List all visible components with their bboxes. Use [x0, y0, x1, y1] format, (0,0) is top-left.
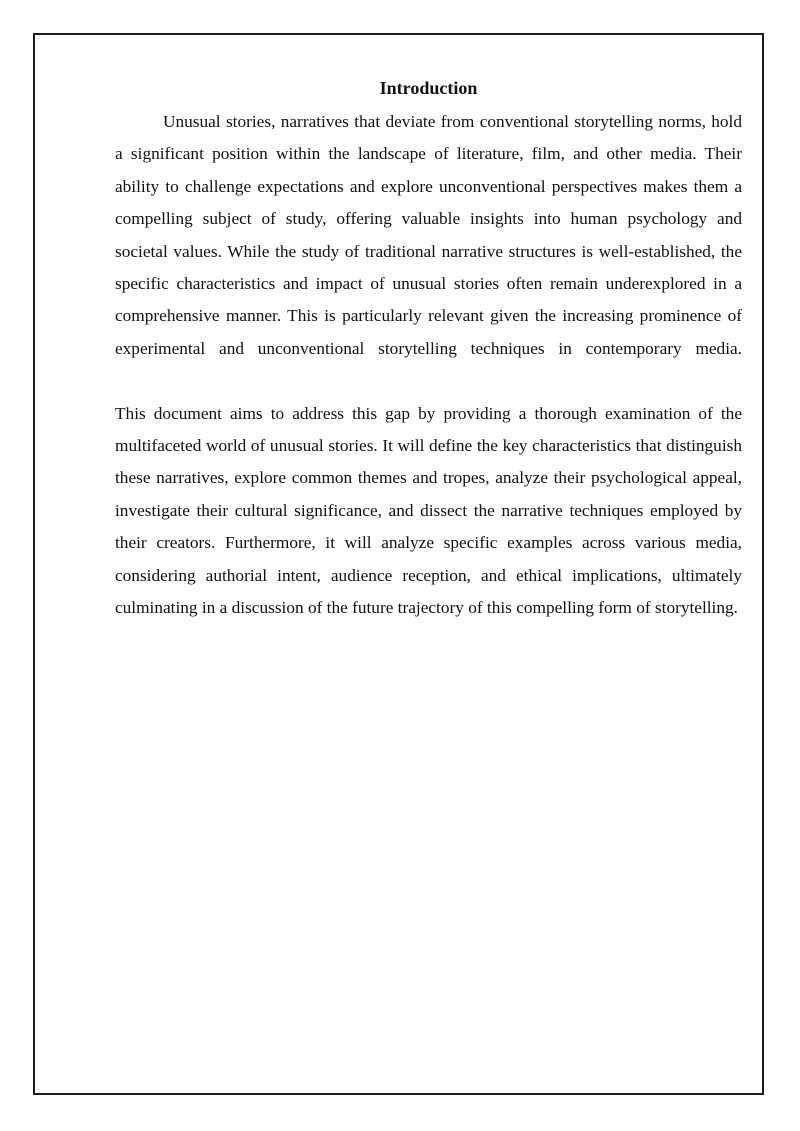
document-body	[115, 74, 742, 624]
paragraph-1: Unusual stories, narratives that deviate from conventional storytelling norms, hold a significant position within the landscape of literature, film, and other media. Their ability to challenge expectations and explore unconventional perspectives makes them a compelling subject of study, offering valuable insights into human psychology and societal values. While the study of traditional narrative structures is well-established, the specific characteristics and impact of unusual stories often remain underexplored in a comprehensive manner. This is particularly relevant given the increasing prominence of experimental and unconventional storytelling techniques in contemporary media.	[115, 112, 742, 358]
paragraph-2: This document aims to address this gap by providing a thorough examination of the multifaceted world of unusual stories. It will define the key characteristics that distinguish these narratives, explore common themes and tropes, analyze their psychological appeal, investigate their cultural significance, and dissect the narrative techniques employed by their creators. Furthermore, it will analyze specific examples across various media, considering authorial intent, audience reception, and ethical implications, ultimately culminating in a discussion of the future trajectory of this compelling form of storytelling.	[115, 403, 742, 618]
section-heading: Introduction	[379, 78, 478, 98]
